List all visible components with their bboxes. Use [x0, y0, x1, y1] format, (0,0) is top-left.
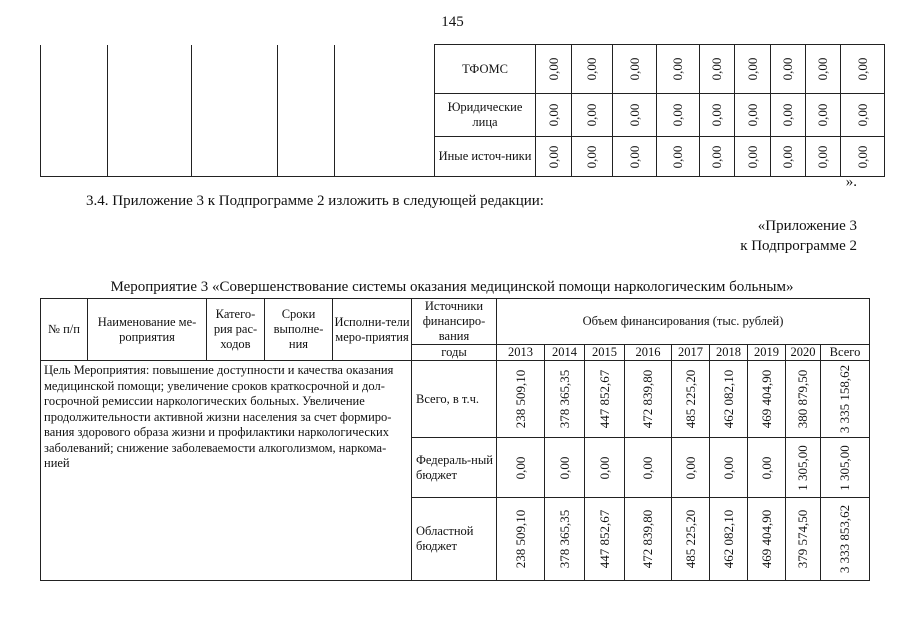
- value-cell: 0,00: [709, 103, 724, 127]
- value-cell: 469 404,90: [758, 369, 774, 429]
- value-cell: 0,00: [584, 103, 599, 127]
- year-header: 2020: [786, 345, 821, 361]
- year-header: 2016: [625, 345, 672, 361]
- header-sources: Источники финансиро-вания: [412, 299, 497, 345]
- table-title: Мероприятие 3 «Совершенствование системы оказания медицинской помощи наркологическим больным»: [110, 279, 794, 295]
- value-cell: 3 335 158,62: [837, 364, 852, 434]
- value-cell: 0,00: [584, 145, 599, 168]
- header-years-label: годы: [412, 345, 497, 361]
- top-table: [40, 44, 885, 177]
- value-cell: 485 225,20: [682, 369, 698, 429]
- header-num: № п/п: [41, 299, 88, 361]
- header-row: [41, 299, 870, 345]
- value-cell: 3 333 853,62: [837, 504, 852, 574]
- value-cell: 0,00: [815, 145, 830, 168]
- source-cell: Областной бюджет: [412, 498, 497, 581]
- value-cell: 0,00: [854, 145, 870, 168]
- value-cell: 0,00: [709, 145, 724, 168]
- value-cell: 0,00: [626, 103, 642, 127]
- value-cell: 469 404,90: [758, 509, 774, 569]
- appendix-line-1: «Приложение 3: [757, 218, 857, 234]
- value-cell: 0,00: [720, 456, 736, 479]
- value-cell: 485 225,20: [682, 509, 698, 569]
- page-number: 145: [441, 14, 464, 30]
- source-cell: Всего, в т.ч.: [412, 361, 497, 438]
- value-cell: 447 852,67: [596, 369, 612, 429]
- year-header: 2017: [672, 345, 710, 361]
- value-cell: 0,00: [556, 456, 572, 479]
- header-terms: Сроки выполне-ния: [265, 299, 333, 361]
- value-cell: 0,00: [780, 57, 795, 81]
- value-cell: 238 509,10: [512, 369, 528, 429]
- source-cell: Юридические лица: [435, 94, 536, 137]
- value-cell: 0,00: [670, 145, 685, 168]
- header-name: Наименование ме-роприятия: [88, 299, 207, 361]
- value-cell: 0,00: [744, 103, 760, 127]
- value-cell: 378 365,35: [556, 369, 572, 429]
- year-header: 2019: [748, 345, 786, 361]
- source-cell: ТФОМС: [435, 45, 536, 94]
- value-cell: 0,00: [670, 103, 685, 127]
- value-cell: 0,00: [545, 145, 561, 168]
- value-cell: 1 305,00: [837, 444, 852, 491]
- value-cell: 0,00: [545, 103, 561, 127]
- value-cell: 0,00: [758, 456, 774, 479]
- value-cell: 0,00: [744, 57, 760, 81]
- year-header: 2015: [585, 345, 625, 361]
- value-cell: 0,00: [596, 456, 612, 479]
- year-header: 2013: [497, 345, 545, 361]
- year-header: 2014: [545, 345, 585, 361]
- appendix-line-2: к Подпрограмме 2: [740, 238, 857, 254]
- value-cell: 378 365,35: [556, 509, 572, 569]
- value-cell: 379 574,50: [795, 509, 810, 569]
- closing-quote: ».: [845, 174, 857, 190]
- value-cell: 0,00: [682, 456, 698, 479]
- value-cell: 0,00: [640, 456, 655, 479]
- year-header: 2018: [710, 345, 748, 361]
- paragraph-3-4: 3.4. Приложение 3 к Подпрограмме 2 изложить в следующей редакции:: [86, 193, 544, 209]
- value-cell: 0,00: [854, 103, 870, 127]
- value-cell: 0,00: [709, 57, 724, 81]
- value-cell: 0,00: [670, 57, 685, 81]
- header-category: Катего-рия рас-ходов: [207, 299, 265, 361]
- table-row: [41, 361, 870, 438]
- year-header: Всего: [821, 345, 870, 361]
- value-cell: 447 852,67: [596, 509, 612, 569]
- value-cell: 0,00: [744, 145, 760, 168]
- value-cell: 0,00: [780, 103, 795, 127]
- value-cell: 0,00: [815, 57, 830, 81]
- value-cell: 0,00: [626, 57, 642, 81]
- value-cell: 1 305,00: [795, 444, 810, 491]
- value-cell: 472 839,80: [640, 509, 655, 569]
- header-volume: Объем финансирования (тыс. рублей): [497, 299, 870, 345]
- value-cell: 0,00: [815, 103, 830, 127]
- value-cell: 0,00: [626, 145, 642, 168]
- value-cell: 0,00: [512, 456, 528, 479]
- value-cell: 0,00: [854, 57, 870, 81]
- value-cell: 462 082,10: [720, 369, 736, 429]
- value-cell: 0,00: [584, 57, 599, 81]
- value-cell: 238 509,10: [512, 509, 528, 569]
- value-cell: 0,00: [780, 145, 795, 168]
- goal-text: Цель Мероприятия: повышение доступности и качества оказания медицинской помощи; увеличение сроков краткосрочной и дол-госрочной ремиссии наркологических больных. Увеличение продолжительности активной жизни населения за счет формиро-вания здорового образа жизни и профилактики наркологических заболеваний; снижение заболеваемости алкоголизмом, наркома-нией: [41, 361, 412, 581]
- value-cell: 0,00: [545, 57, 561, 81]
- value-cell: 462 082,10: [720, 509, 736, 569]
- header-executors: Исполни-тели меро-приятия: [333, 299, 412, 361]
- value-cell: 472 839,80: [640, 369, 655, 429]
- table-row: [41, 45, 885, 94]
- source-cell: Иные источ-ники: [435, 137, 536, 177]
- main-table: [40, 298, 870, 581]
- source-cell: Федераль-ный бюджет: [412, 438, 497, 498]
- value-cell: 380 879,50: [795, 369, 810, 429]
